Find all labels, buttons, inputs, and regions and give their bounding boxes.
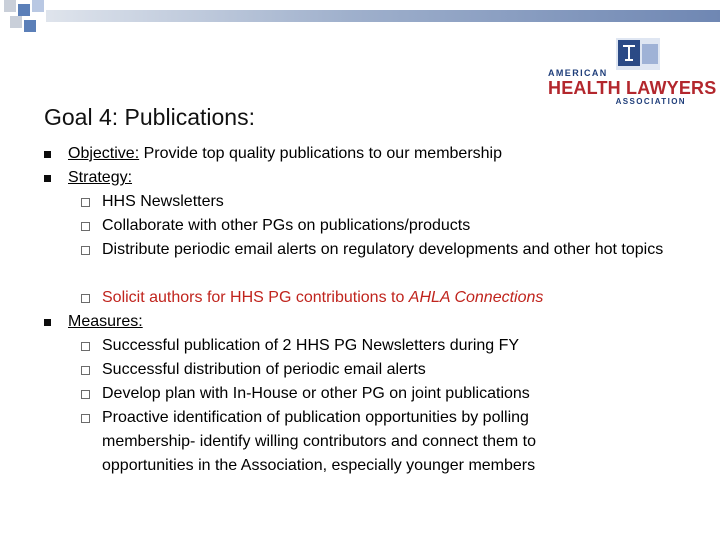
bullet-square: [44, 319, 51, 326]
strategy-label: Strategy:: [68, 169, 133, 186]
strategy-item: HHS Newsletters: [102, 193, 224, 210]
measures-item: Successful distribution of periodic email alerts: [102, 361, 426, 378]
highlight-italic: AHLA Connections: [408, 289, 544, 306]
measures-item: Successful publication of 2 HHS PG Newsletters during FY: [102, 337, 520, 354]
header-gradient-bar: [46, 10, 720, 22]
checkbox-bullet-icon: [81, 366, 90, 375]
checkbox-bullet-icon: [81, 342, 90, 351]
checkbox-bullet-icon: [81, 390, 90, 399]
logo-text-association: ASSOCIATION: [615, 97, 686, 106]
strategy-item-highlight: [102, 286, 682, 310]
ahla-logo: [548, 38, 717, 108]
logo-emblem-icon: [616, 38, 660, 70]
highlight-text: Solicit authors for HHS PG contributions to: [102, 289, 409, 306]
strategy-item: Collaborate with other PGs on publications/products: [102, 217, 471, 234]
logo-text-american: AMERICAN: [548, 68, 608, 78]
logo-text-health-lawyers: HEALTH LAWYERS: [548, 78, 717, 98]
bullet-square: [44, 175, 51, 182]
measures-label: Measures:: [68, 313, 143, 330]
slide-title: Goal 4: Publications:: [44, 104, 255, 130]
checkbox-bullet-icon: [81, 246, 90, 255]
checkbox-bullet-icon: [81, 414, 90, 423]
checkbox-bullet-icon: [81, 294, 90, 303]
bullet-square: [44, 151, 51, 158]
measures-item: Develop plan with In-House or other PG on joint publications: [102, 385, 530, 402]
objective-text: Provide top quality publications to our membership: [139, 145, 502, 162]
checkbox-bullet-icon: [81, 222, 90, 231]
objective-line: [68, 142, 502, 166]
checkbox-bullet-icon: [81, 198, 90, 207]
objective-label: Objective:: [68, 145, 140, 162]
strategy-item: Distribute periodic email alerts on regulatory developments and other hot topics: [102, 241, 664, 258]
measures-item: Proactive identification of publication opportunities by polling membership- identify willing contributors and connect them to opportunities in the Association, especially younger members: [102, 409, 536, 474]
